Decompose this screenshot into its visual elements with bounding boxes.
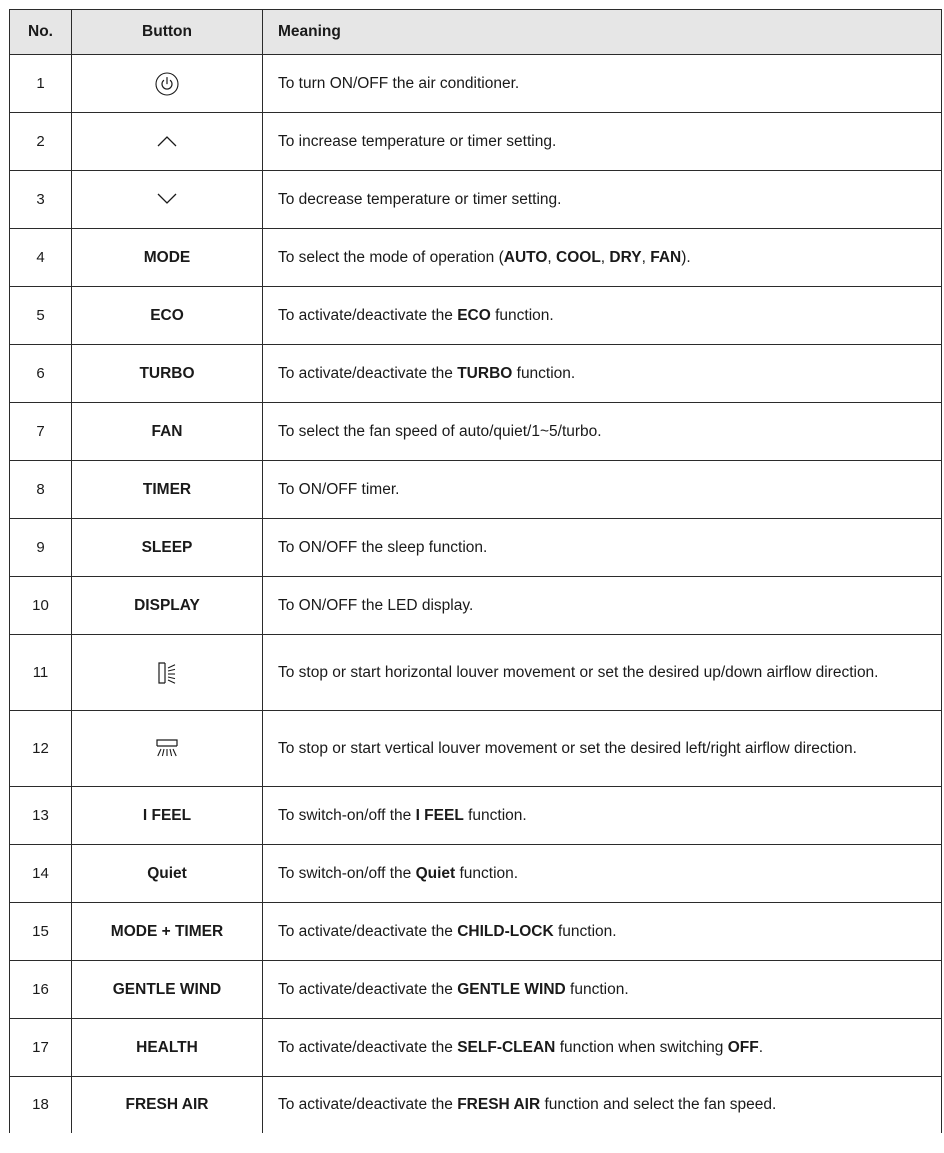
table-body (10, 55, 942, 1133)
meaning-text: To ON/OFF timer. (278, 481, 400, 498)
meaning-text: To activate/deactivate the (278, 1096, 458, 1114)
power-icon (155, 72, 179, 96)
meaning-text: , (547, 249, 557, 266)
meaning-text: function. (512, 365, 576, 382)
meaning-emphasis: ECO (457, 307, 491, 324)
table-row (10, 171, 942, 229)
horizontal-swing-icon (156, 739, 178, 757)
table-row (10, 519, 942, 577)
meaning-emphasis: AUTO (503, 249, 548, 266)
row-number: 10 (10, 577, 72, 635)
button-cell (72, 229, 263, 287)
button-cell (72, 845, 263, 903)
meaning-emphasis: SELF-CLEAN (457, 1039, 556, 1056)
table-row (10, 287, 942, 345)
meaning-text: To activate/deactivate the (278, 981, 458, 998)
button-cell (72, 345, 263, 403)
button-cell (72, 787, 263, 845)
header-no: No. (10, 10, 72, 55)
meaning-text: To ON/OFF the LED display. (278, 597, 474, 614)
row-number: 16 (10, 961, 72, 1019)
button-label: TURBO (139, 364, 195, 382)
meaning-cell (263, 519, 942, 577)
meaning-cell (263, 403, 942, 461)
button-label: Quiet (147, 864, 187, 882)
meaning-emphasis: CHILD-LOCK (457, 923, 554, 940)
button-label: TIMER (142, 480, 192, 498)
meaning-cell (263, 287, 942, 345)
header-meaning: Meaning (263, 10, 942, 55)
table-row (10, 1077, 942, 1133)
header-button: Button (72, 10, 263, 55)
button-cell (72, 961, 263, 1019)
table-row (10, 845, 942, 903)
meaning-text: function. (553, 923, 617, 940)
table-row (10, 787, 942, 845)
meaning-text: To select the mode of operation ( (278, 249, 504, 266)
meaning-cell (263, 711, 942, 787)
chevron-down-icon (157, 193, 177, 205)
meaning-cell (263, 345, 942, 403)
table-row (10, 711, 942, 787)
table-header (10, 10, 942, 55)
vertical-swing-icon (158, 662, 176, 684)
row-number: 1 (10, 55, 72, 113)
table-row (10, 229, 942, 287)
row-number: 6 (10, 345, 72, 403)
meaning-emphasis: FAN (650, 249, 682, 266)
meaning-text: To activate/deactivate the (278, 923, 458, 940)
table-row (10, 55, 942, 113)
button-label: MODE (143, 248, 191, 266)
table-row (10, 461, 942, 519)
meaning-cell (263, 1019, 942, 1077)
row-number: 13 (10, 787, 72, 845)
meaning-text: To switch-on/off the (278, 807, 416, 824)
button-label: I FEEL (142, 806, 192, 824)
table-row (10, 635, 942, 711)
meaning-emphasis: I FEEL (415, 807, 464, 824)
header-row (10, 10, 942, 55)
button-label: HEALTH (136, 1038, 198, 1056)
chevron-up-icon (157, 135, 177, 147)
button-label: ECO (150, 306, 184, 324)
row-number: 17 (10, 1019, 72, 1077)
button-label: FRESH AIR (125, 1095, 209, 1113)
meaning-cell (263, 229, 942, 287)
button-label: GENTLE WIND (112, 980, 222, 998)
meaning-text: To select the fan speed of auto/quiet/1~5/turbo. (278, 423, 602, 440)
button-cell (72, 171, 263, 229)
button-cell (72, 577, 263, 635)
meaning-text: To activate/deactivate the (278, 307, 458, 324)
meaning-emphasis: COOL (556, 249, 601, 266)
button-label: FAN (151, 422, 183, 440)
table-row (10, 903, 942, 961)
row-number: 4 (10, 229, 72, 287)
meaning-text: To stop or start vertical louver movement or set the desired left/right airflow direction. (278, 740, 857, 757)
meaning-cell (263, 461, 942, 519)
meaning-text: function when switching (555, 1039, 728, 1056)
meaning-text: To increase temperature or timer setting. (278, 133, 557, 150)
meaning-text: function. (490, 307, 554, 324)
meaning-text: function. (565, 981, 629, 998)
row-number: 2 (10, 113, 72, 171)
button-cell (72, 287, 263, 345)
row-number: 14 (10, 845, 72, 903)
row-number: 9 (10, 519, 72, 577)
meaning-cell (263, 577, 942, 635)
meaning-cell (263, 635, 942, 711)
meaning-emphasis: Quiet (415, 865, 456, 882)
meaning-text: function. (455, 865, 519, 882)
table-row (10, 577, 942, 635)
row-number: 5 (10, 287, 72, 345)
button-cell (72, 903, 263, 961)
meaning-text: To activate/deactivate the (278, 365, 458, 382)
meaning-emphasis: OFF (727, 1039, 759, 1056)
button-label: SLEEP (141, 538, 193, 556)
button-cell (72, 635, 263, 711)
meaning-text: , (641, 249, 651, 266)
meaning-text: ). (681, 249, 691, 266)
table-row (10, 403, 942, 461)
meaning-emphasis: FRESH AIR (457, 1096, 541, 1114)
button-cell (72, 1077, 263, 1133)
row-number: 3 (10, 171, 72, 229)
row-number: 7 (10, 403, 72, 461)
meaning-text: function. (463, 807, 527, 824)
meaning-cell (263, 113, 942, 171)
row-number: 11 (10, 635, 72, 711)
row-number: 15 (10, 903, 72, 961)
meaning-text: To stop or start horizontal louver movement or set the desired up/down airflow direction. (278, 664, 879, 681)
meaning-cell (263, 787, 942, 845)
meaning-text: To turn ON/OFF the air conditioner. (278, 75, 520, 92)
meaning-cell (263, 171, 942, 229)
meaning-cell (263, 55, 942, 113)
meaning-emphasis: DRY (609, 249, 642, 266)
table-row (10, 1019, 942, 1077)
meaning-cell (263, 961, 942, 1019)
row-number: 8 (10, 461, 72, 519)
meaning-text: , (600, 249, 610, 266)
meaning-text: function and select the fan speed. (540, 1096, 777, 1114)
table-row (10, 345, 942, 403)
meaning-cell (263, 903, 942, 961)
row-number: 12 (10, 711, 72, 787)
meaning-emphasis: TURBO (457, 365, 513, 382)
remote-buttons-table (9, 9, 942, 1133)
meaning-cell (263, 1077, 942, 1133)
button-label: MODE + TIMER (110, 922, 224, 940)
table-row (10, 113, 942, 171)
row-number: 18 (10, 1077, 72, 1133)
button-label: DISPLAY (134, 596, 200, 614)
button-cell (72, 519, 263, 577)
meaning-text: . (758, 1039, 764, 1056)
meaning-text: To ON/OFF the sleep function. (278, 539, 488, 556)
meaning-text: To activate/deactivate the (278, 1039, 458, 1056)
button-cell (72, 711, 263, 787)
meaning-text: To decrease temperature or timer setting. (278, 191, 562, 208)
button-cell (72, 461, 263, 519)
meaning-cell (263, 845, 942, 903)
button-cell (72, 403, 263, 461)
meaning-text: To switch-on/off the (278, 865, 416, 882)
button-cell (72, 1019, 263, 1077)
table-row (10, 961, 942, 1019)
meaning-emphasis: GENTLE WIND (457, 981, 566, 998)
button-cell (72, 113, 263, 171)
button-cell (72, 55, 263, 113)
